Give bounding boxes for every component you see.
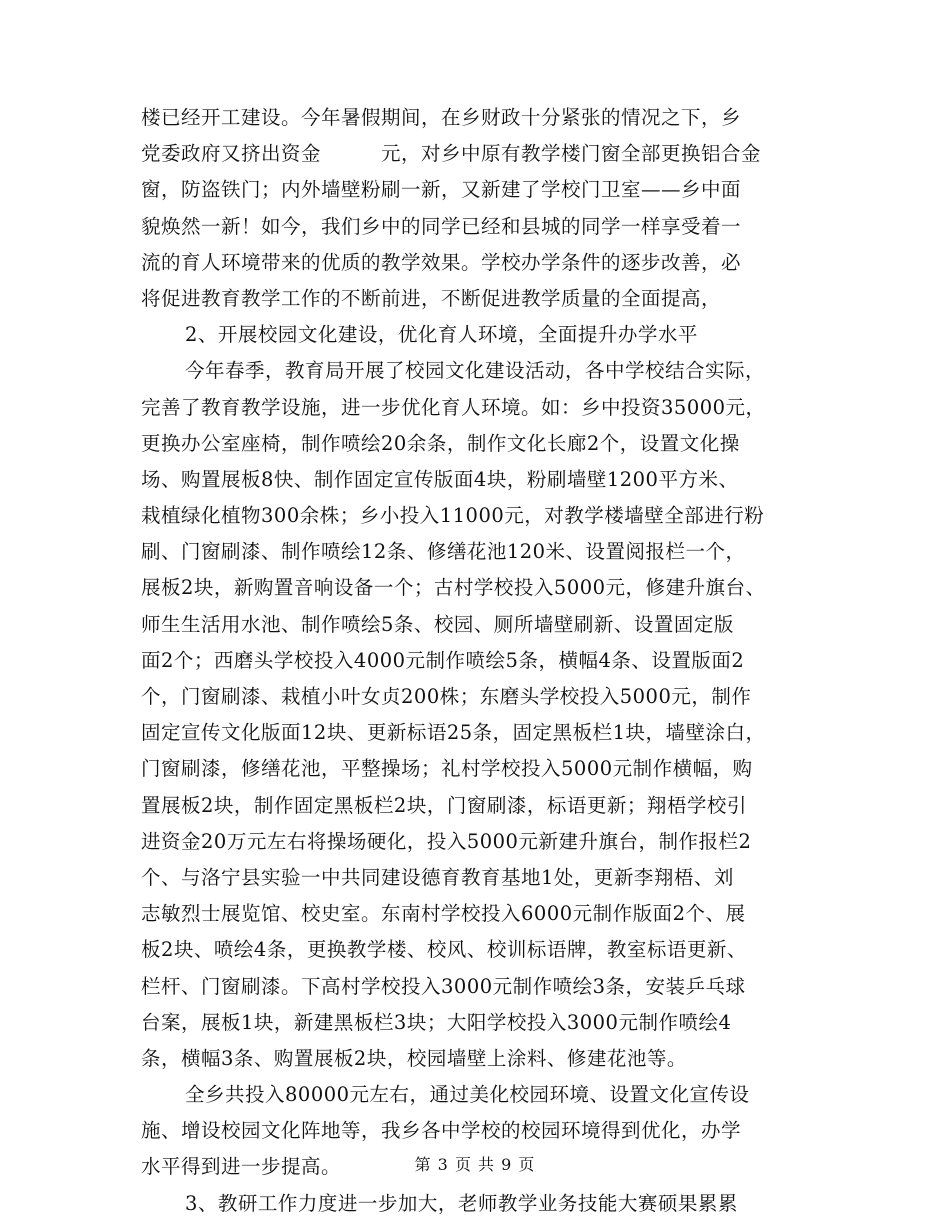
text-line: 栏杆、门窗刷漆。下高村学校投入3000元制作喷绘3条，安装乒乓球 xyxy=(141,974,746,998)
text-line: 门窗刷漆，修缮花池，平整操场；礼村学校投入5000元制作横幅，购 xyxy=(141,757,753,781)
text-line: 台案，展板1块，新建黑板栏3块；大阳学校投入3000元制作喷绘4 xyxy=(141,1010,732,1034)
text-line: 固定宣传文化版面12块、更新标语25条，固定黑板栏1块，墙壁涂白， xyxy=(141,721,766,745)
text-line: 场、购置展板8快、制作固定宣传版面4块，粉刷墙壁1200平方米、 xyxy=(141,467,739,491)
text-line: 水平得到进一步提高。 xyxy=(141,1155,342,1179)
text-line: 志敏烈士展览馆、校史室。东南村学校投入6000元制作版面2个、展 xyxy=(141,902,746,926)
text-line: 施、增设校园文化阵地等，我乡各中学校的校园环境得到优化，办学 xyxy=(141,1119,742,1143)
text-line: 面2个；西磨头学校投入4000元制作喷绘5条，横幅4条、设置版面2 xyxy=(141,648,745,672)
text-line: 栽植绿化植物300余株；乡小投入11000元，对教学楼墙壁全部进行粉 xyxy=(141,504,765,528)
text-line: 窗，防盗铁门；内外墙壁粉刷一新，又新建了学校门卫室——乡中面 xyxy=(141,178,742,202)
page-footer: 第 3 页 共 9 页 xyxy=(414,1155,536,1174)
text-line: 刷、门窗刷漆、制作喷绘12条、修缮花池120米、设置阅报栏一个， xyxy=(141,540,746,564)
text-line: 师生生活用水池、制作喷绘5条、校园、厕所墙壁刷新、设置固定版 xyxy=(141,612,734,636)
text-line: 展板2块，新购置音响设备一个；古村学校投入5000元，修建升旗台、 xyxy=(141,576,766,600)
text-line: 貌焕然一新！如今，我们乡中的同学已经和县城的同学一样享受着一 xyxy=(141,214,742,238)
text-line: 将促进教育教学工作的不断前进，不断促进教学质量的全面提高， xyxy=(141,286,722,310)
text-line: 2、开展校园文化建设，优化育人环境，全面提升办学水平 xyxy=(185,323,698,347)
text-line: 个，门窗刷漆、栽植小叶女贞200株；东磨头学校投入5000元，制作 xyxy=(141,685,752,708)
text-line: 完善了教育教学设施，进一步优化育人环境。如：乡中投资35000元， xyxy=(141,395,766,419)
text-line: 党委政府又挤出资金 元，对乡中原有教学楼门窗全部更换铝合金 xyxy=(141,142,762,166)
text-line: 3、教研工作力度进一步加大，老师教学业务技能大赛硕果累累 xyxy=(185,1191,738,1215)
text-line: 个、与洛宁县实验一中共同建设德育教育基地1处，更新李翔梧、刘 xyxy=(141,865,734,889)
text-line: 全乡共投入80000元左右，通过美化校园环境、设置文化宣传设 xyxy=(185,1083,750,1107)
text-line: 今年春季，教育局开展了校园文化建设活动，各中学校结合实际， xyxy=(185,359,766,383)
text-line: 更换办公室座椅，制作喷绘20余条，制作文化长廊2个，设置文化操 xyxy=(141,431,740,455)
text-line: 进资金20万元左右将操场硬化，投入5000元新建升旗台，制作报栏2 xyxy=(141,829,752,853)
text-line: 置展板2块，制作固定黑板栏2块，门窗刷漆，标语更新；翔梧学校引 xyxy=(141,793,747,817)
document-body xyxy=(141,100,831,1222)
text-line: 板2块、喷绘4条，更换教学楼、校风、校训标语牌，教室标语更新、 xyxy=(141,938,747,962)
text-line: 条，横幅3条、购置展板2块，校园墙壁上涂料、修建花池等。 xyxy=(141,1046,687,1070)
text-line: 楼已经开工建设。今年暑假期间，在乡财政十分紧张的情况之下，乡 xyxy=(141,106,742,129)
text-line: 流的育人环境带来的优质的教学效果。学校办学条件的逐步改善，必 xyxy=(141,250,742,274)
